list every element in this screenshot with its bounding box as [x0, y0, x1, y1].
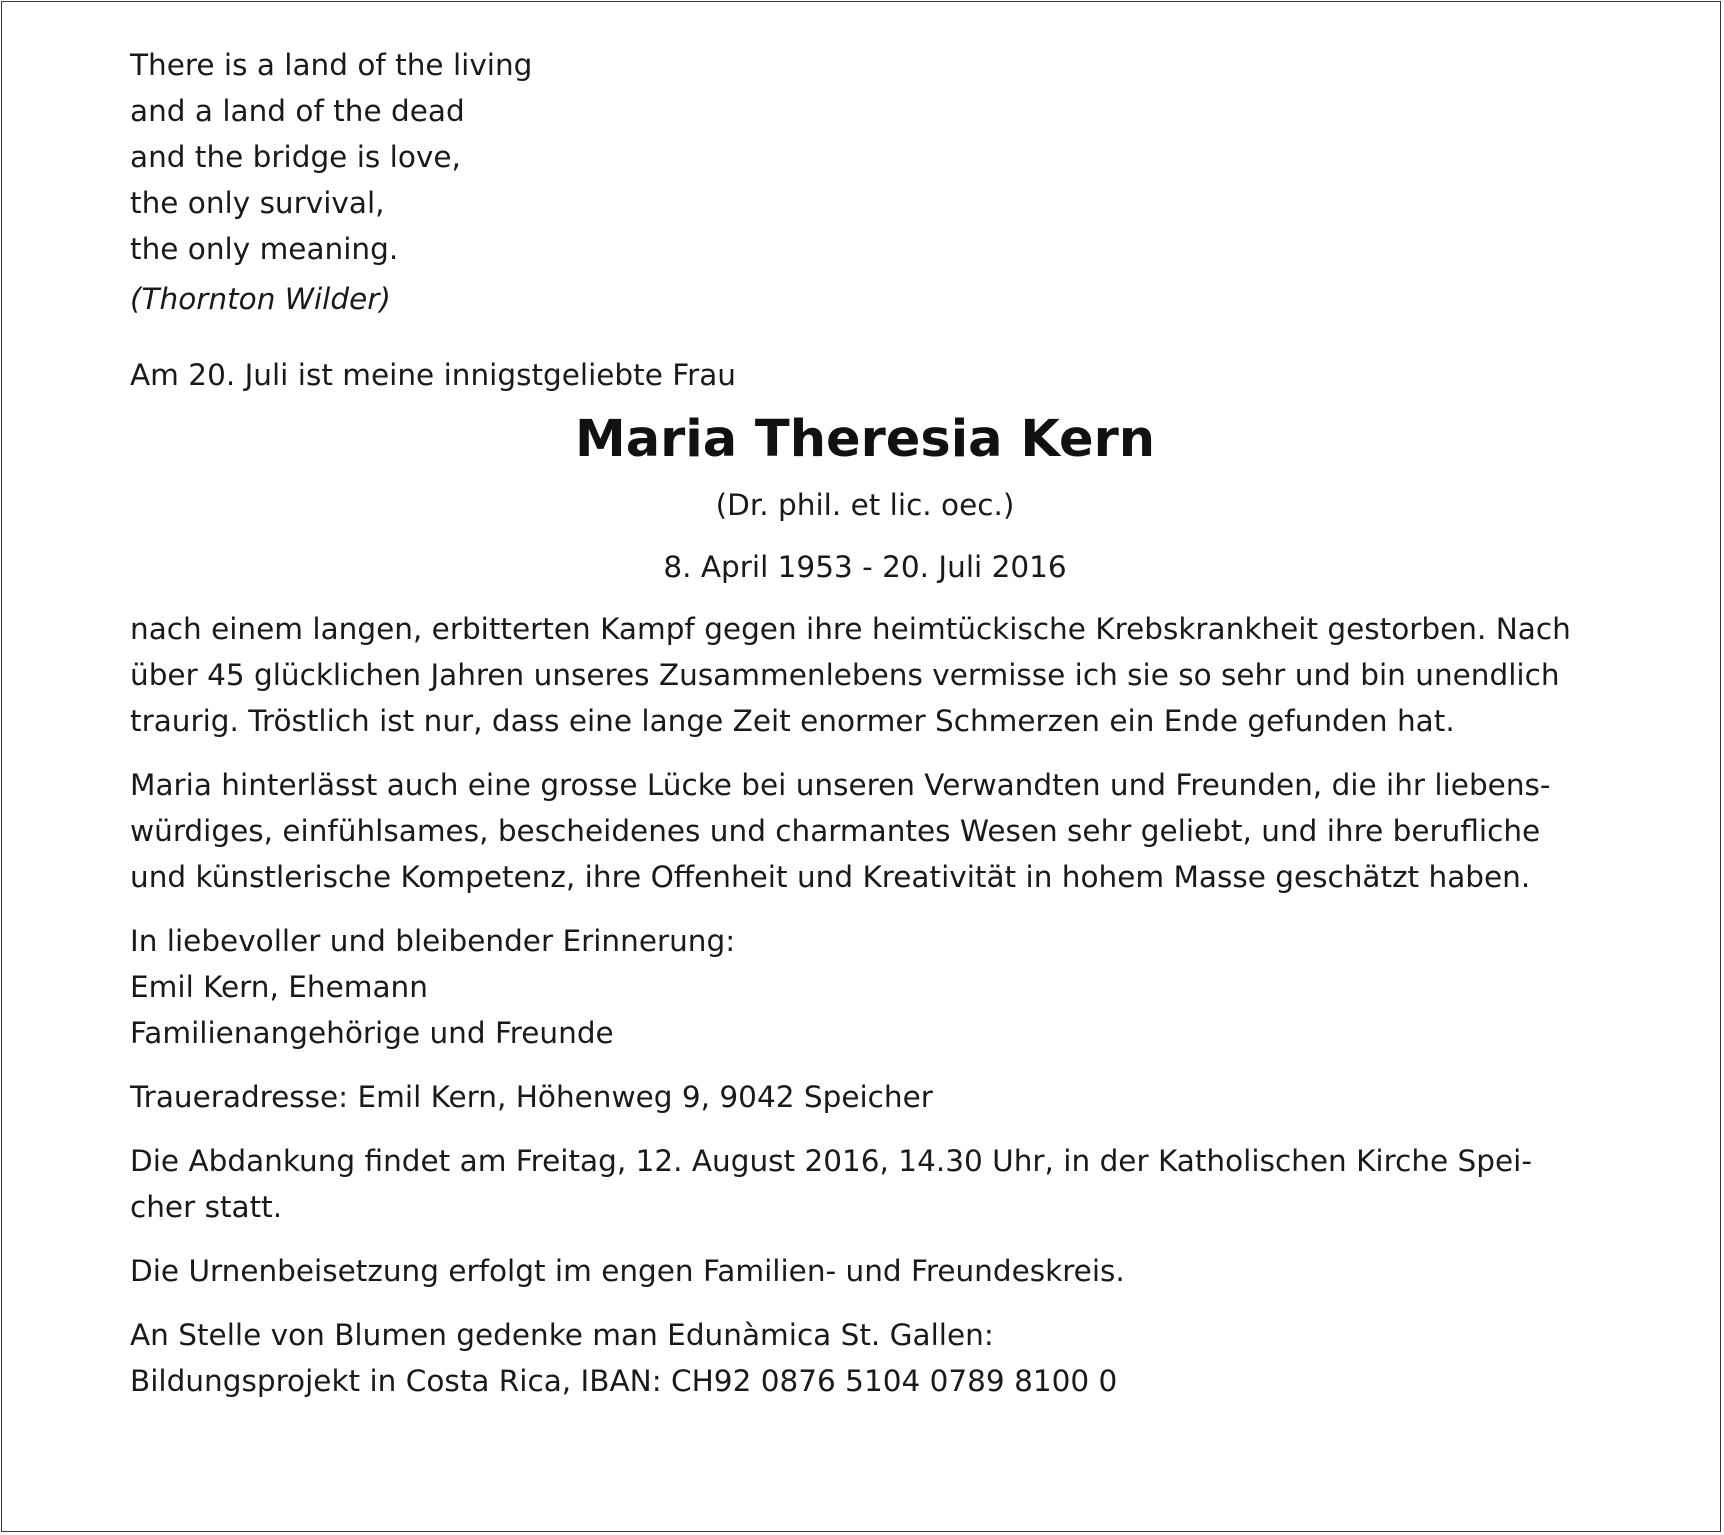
poem [130, 42, 1600, 322]
life-dates: 8. April 1953 - 20. Juli 2016 [663, 550, 1067, 584]
poem-line: and the bridge is love, [130, 140, 461, 174]
ceremony-line: Die Abdankung findet am Freitag, 12. August 2016, 14.30 Uhr, in der Katholischen Kirche Spei- [130, 1144, 1532, 1178]
signature-line: Emil Kern, Ehemann [130, 970, 428, 1004]
signature-line: Familienangehörige und Freunde [130, 1016, 614, 1050]
poem-line: and a land of the dead [130, 94, 465, 128]
donation-line: An Stelle von Blumen gedenke man Edunàmica St. Gallen: [130, 1318, 994, 1352]
burial-notice [130, 1248, 1600, 1294]
address-line: Traueradresse: Emil Kern, Höhenweg 9, 9042 Speicher [130, 1080, 933, 1114]
paragraph-death-notice [130, 606, 1600, 744]
burial-line: Die Urnenbeisetzung erfolgt im engen Familien- und Freundeskreis. [130, 1254, 1125, 1288]
paragraph-line: Maria hinterlässt auch eine grosse Lücke bei unseren Verwandten und Freunden, die ihr liebens- [130, 768, 1551, 802]
academic-title: (Dr. phil. et lic. oec.) [715, 488, 1015, 522]
paragraph-line: über 45 glücklichen Jahren unseres Zusammenlebens vermisse ich sie so sehr und bin unendlich [130, 658, 1560, 692]
obituary-content [130, 42, 1600, 1404]
obituary-frame [1, 1, 1721, 1532]
paragraph-line: und künstlerische Kompetenz, ihre Offenheit und Kreativität in hohem Masse geschätzt haben. [130, 860, 1531, 894]
poem-line: the only meaning. [130, 232, 399, 266]
poem-attribution: (Thornton Wilder) [130, 282, 391, 316]
paragraph-line: nach einem langen, erbitterten Kampf gegen ihre heimtückische Krebskrankheit gestorben. Nach [130, 612, 1571, 646]
mourning-address [130, 1074, 1600, 1120]
paragraph-line: würdiges, einfühlsames, bescheidenes und charmantes Wesen sehr geliebt, und ihre berufliche [130, 814, 1541, 848]
ceremony-notice [130, 1138, 1600, 1230]
paragraph-tribute [130, 762, 1600, 900]
deceased-name: Maria Theresia Kern [574, 410, 1156, 469]
paragraph-line: traurig. Tröstlich ist nur, dass eine lange Zeit enormer Schmerzen ein Ende gefunden hat. [130, 704, 1455, 738]
signature-block [130, 918, 1600, 1056]
ceremony-line: cher statt. [130, 1190, 283, 1224]
signature-line: In liebevoller und bleibender Erinnerung: [130, 924, 736, 958]
donation-line: Bildungsprojekt in Costa Rica, IBAN: CH92 0876 5104 0789 8100 0 [130, 1364, 1118, 1398]
poem-line: There is a land of the living [130, 48, 533, 82]
poem-line: the only survival, [130, 186, 385, 220]
intro-text: Am 20. Juli ist meine innigstgeliebte Frau [130, 358, 736, 392]
donation-notice [130, 1312, 1600, 1404]
